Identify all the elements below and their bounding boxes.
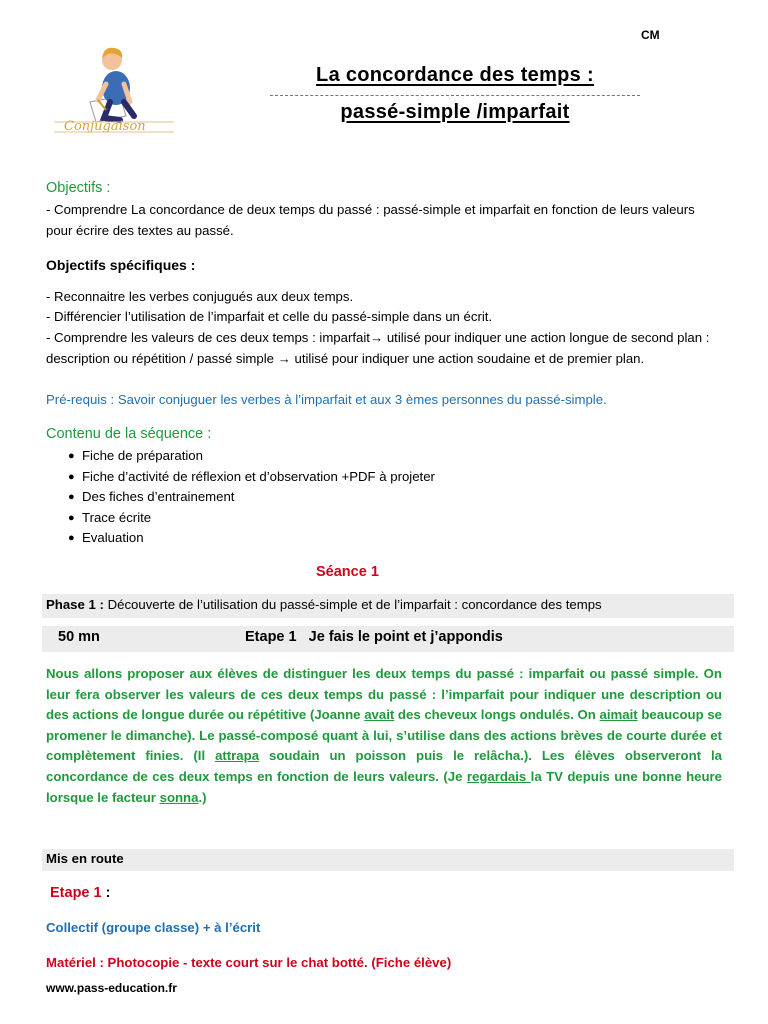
materiel-text: Matériel : Photocopie - texte court sur le chat botté. (Fiche élève) — [46, 955, 452, 970]
objectifs-text: - Comprendre La concordance de deux temps du passé : passé-simple et imparfait en fonction de leurs valeurs pour écrire des textes au passé. — [46, 202, 695, 238]
page-title-line1: La concordance des temps : — [316, 64, 594, 86]
etape1-heading: Etape 1 : — [50, 885, 111, 901]
specifiques-line3: - Comprendre les valeurs de ces deux temps : imparfait→ utilisé pour indiquer une action longue de second plan : description ou répétition / passé simple → utilisé pour indiquer une action soudaine et de premier plan. — [46, 330, 710, 366]
mis-en-route-label: Mis en route — [46, 851, 124, 866]
mis-en-route-bar — [42, 849, 734, 871]
page-title-line2: passé-simple /imparfait — [340, 101, 570, 123]
list-item: ● Evaluation — [68, 528, 668, 549]
phase-label: Phase 1 : — [46, 597, 104, 612]
contenu-heading: Contenu de la séquence : — [46, 426, 212, 442]
level-label: CM — [641, 28, 660, 42]
phase-bar — [42, 594, 734, 618]
list-item: ● Trace écrite — [68, 508, 668, 529]
duration-label: 50 mn — [58, 629, 100, 645]
specifiques-line1: - Reconnaitre les verbes conjugués aux deux temps. — [46, 289, 354, 304]
prerequis-text: Pré-requis : Savoir conjuguer les verbes à l’imparfait et aux 3 èmes personnes du passé-simple. — [46, 392, 607, 407]
seance-title: Séance 1 — [316, 564, 379, 580]
collectif-text: Collectif (groupe classe) + à l’écrit — [46, 920, 261, 935]
footer-url: www.pass-education.fr — [46, 981, 177, 995]
logo-illustration — [50, 40, 180, 140]
objectifs-heading: Objectifs : — [46, 180, 111, 196]
specifiques-heading: Objectifs spécifiques : — [46, 257, 196, 273]
etape-bar — [42, 626, 734, 652]
list-item: ● Fiche de préparation — [68, 446, 668, 467]
title-rule — [270, 95, 640, 96]
phase-text: Découverte de l’utilisation du passé-simple et de l’imparfait : concordance des temps — [103, 597, 602, 612]
list-item: ● Fiche d’activité de réflexion et d’observation +PDF à projeter — [68, 467, 668, 488]
description-paragraph: Nous allons proposer aux élèves de distinguer les deux temps du passé : imparfait ou passé simple. On leur fera observer les valeurs de ces deux temps du passé : l’imparfait pour indiquer une description ou des actions de longue durée ou répétitive (Joanne avait des cheveux longs ondulés. On aimait beaucoup se promener le dimanche). Le passé-composé quant à lui, s’utilise dans des actions brèves de courte durée et complètement finies. (Il attrapa soudain un poisson puis le relâcha.). Les élèves observeront la concordance de ces deux temps en fonction de leurs valeurs. (Je regardais la TV depuis une bonne heure lorsque le facteur sonna.) — [46, 666, 722, 805]
logo-text: Conjugaison — [64, 119, 146, 134]
list-item: ● Des fiches d’entrainement — [68, 487, 668, 508]
contenu-list — [68, 446, 668, 549]
etape-title: Etape 1 Je fais le point et j’appondis — [245, 629, 503, 645]
specifiques-line2: - Différencier l’utilisation de l’imparfait et celle du passé-simple dans un écrit. — [46, 309, 493, 324]
